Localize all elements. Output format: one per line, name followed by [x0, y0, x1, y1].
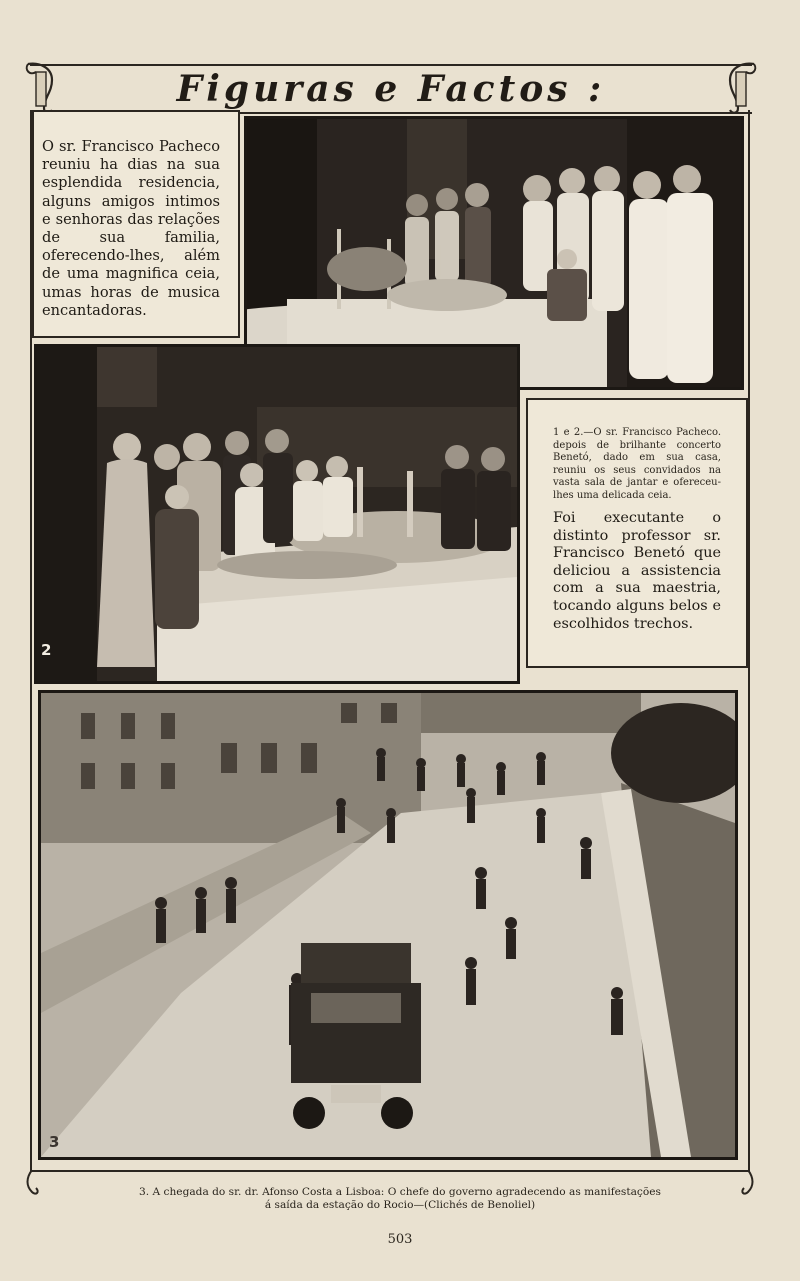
body-paragraph: Foi executante o distinto professor sr. Francisco Benetó que deliciou a assistencia com a sua maestria, tocando alguns belos e escolhidos trechos.	[553, 510, 721, 632]
photo-2-image	[37, 347, 517, 681]
page-number: 503	[387, 1232, 413, 1247]
scroll-ornament-left	[22, 60, 60, 116]
photo-3-image	[41, 693, 735, 1157]
corner-ornament-left	[24, 1168, 44, 1198]
header-banner	[30, 64, 752, 114]
scroll-ornament-right	[722, 60, 760, 116]
frame-right	[748, 110, 750, 1172]
photo-3-number: 3	[49, 1133, 60, 1151]
lead-paragraph: O sr. Francisco Pacheco reuniu ha dias na sua esplendida residencia, alguns amigos intimos e senhoras das relações de sua familia, oferecendo-lhes, além de uma magnifica ceia, umas horas de musica encantadoras.	[42, 138, 220, 319]
page-title: Figuras e Factos :	[176, 68, 606, 110]
frame-bottom	[30, 1170, 750, 1172]
photo-3-caption	[80, 1186, 720, 1211]
photo-3-caption-line-2: á saída da estação do Rocio—(Clichés de Benoliel)	[264, 1198, 536, 1211]
photos-1-2-caption: 1 e 2.—O sr. Francisco Pacheco. depois de brilhante concerto Benetó, dado em sua casa, reuniu os seus convidados na vasta sala de jantar e ofereceu-lhes uma delicada ceia.	[553, 427, 721, 501]
photo-3-street-arrival	[38, 690, 738, 1160]
photo-2-number: 2	[41, 641, 52, 659]
photo-2-dinner-table	[34, 344, 520, 684]
corner-ornament-right	[736, 1168, 756, 1198]
photo-3-caption-line-1: 3. A chegada do sr. dr. Afonso Costa a Lisboa: O chefe do governo agradecendo as manifestações	[139, 1186, 661, 1198]
